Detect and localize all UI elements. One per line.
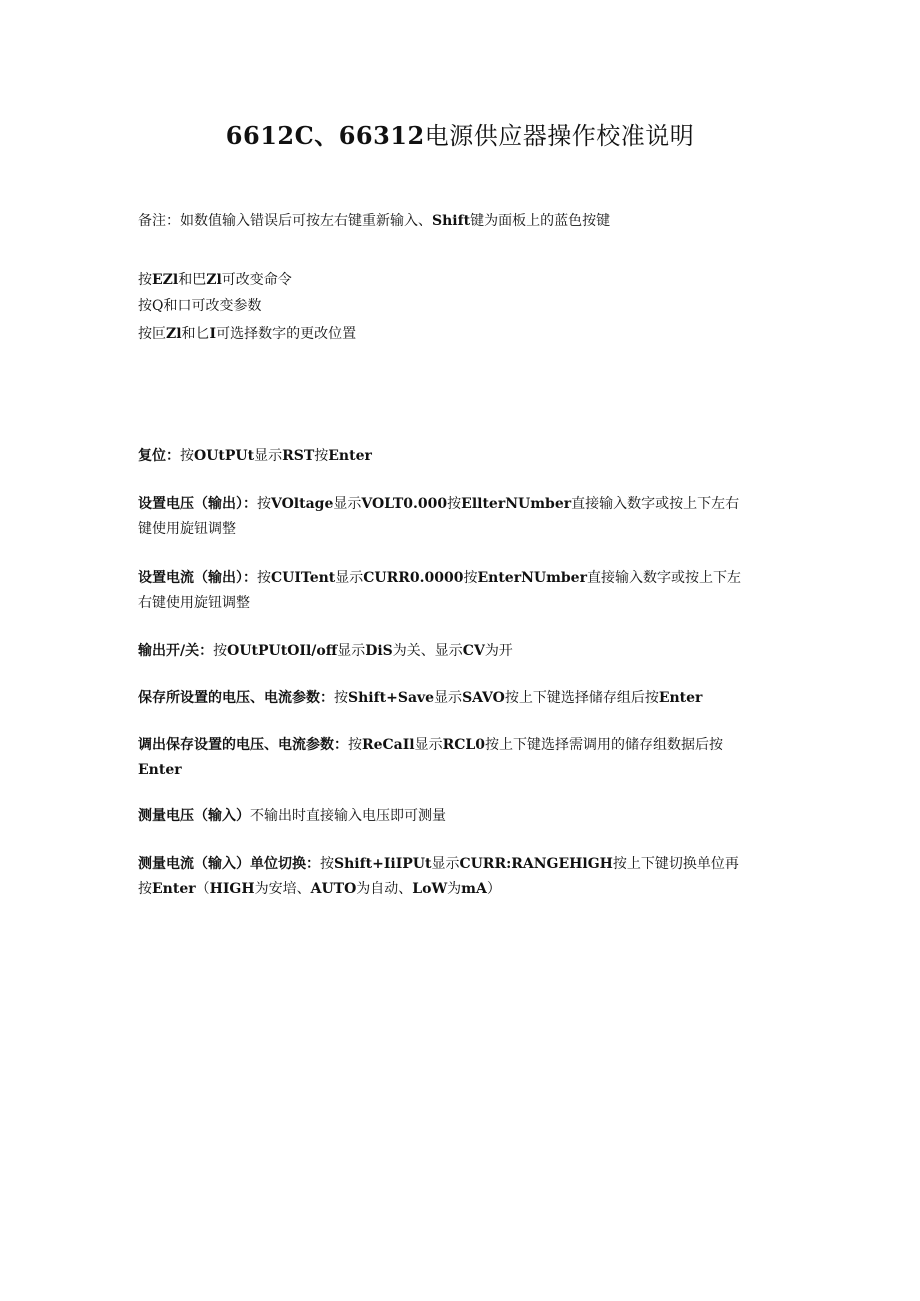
nav-key: I <box>209 326 217 342</box>
note-text: 备注：如数值输入错误后可按左右键重新输入、 <box>138 213 432 229</box>
step-key: VOLT0.000 <box>361 496 448 512</box>
step-text: 按 <box>257 496 271 512</box>
step-text: 显示 <box>335 570 364 586</box>
step-text: ） <box>486 881 501 897</box>
step-label: 测量电流（输入）单位切换： <box>138 856 320 872</box>
step-key: Shift+Save <box>348 690 435 706</box>
step-text: 按 <box>257 570 271 586</box>
step-text: 按 <box>447 496 462 512</box>
step-text: 为 <box>447 881 462 897</box>
step-text: 按 <box>334 690 348 706</box>
nav-line-parameter <box>138 293 780 319</box>
step-text: 按 <box>320 856 334 872</box>
step-label: 保存所设置的电压、电流参数： <box>138 690 334 706</box>
nav-text: 和匕 <box>181 326 210 342</box>
step-measure-voltage <box>138 804 780 829</box>
step-key: CV <box>462 643 485 659</box>
step-key: Enter <box>152 881 196 897</box>
step-key: LoW <box>412 881 448 897</box>
step-key: RST <box>282 448 315 464</box>
step-text: 按 <box>463 570 478 586</box>
note-text-end: 键为面板上的蓝色按键 <box>470 213 611 229</box>
step-key: CURR0.0000 <box>363 570 464 586</box>
step-key: Enter <box>328 448 372 464</box>
step-set-current <box>138 566 780 616</box>
step-measure-current <box>138 852 780 902</box>
step-key: Enter <box>658 690 703 706</box>
step-label: 测量电压（输入） <box>138 808 250 824</box>
step-text: 按 <box>314 448 329 464</box>
navigation-instructions <box>138 267 780 347</box>
nav-line-command <box>138 267 780 293</box>
title-text: 电源供应器操作校准说明 <box>424 122 695 150</box>
step-key: AUTO <box>310 881 357 897</box>
step-key: CUITent <box>271 570 336 586</box>
step-text: 不输出时直接输入电压即可测量 <box>250 808 446 824</box>
nav-key: EZl <box>152 272 179 288</box>
step-text: 按 <box>138 881 152 897</box>
step-set-voltage <box>138 492 780 542</box>
page-title <box>0 120 920 152</box>
step-key: OUtPUt <box>194 448 255 464</box>
step-key: VOltage <box>271 496 334 512</box>
step-key: mA <box>461 881 487 897</box>
nav-text: 可选择数字的更改位置 <box>216 326 357 342</box>
step-text: 直接输入数字或按上下左右 <box>571 496 740 512</box>
step-key: Enter <box>138 762 182 778</box>
step-label: 设置电流（输出）： <box>138 570 257 586</box>
title-model: 6612C、66312 <box>225 121 425 150</box>
step-text: 显示 <box>333 496 362 512</box>
step-text: 为开 <box>484 643 513 659</box>
step-text: 显示 <box>414 737 443 753</box>
step-text: 按上下键选择储存组后按 <box>504 690 659 706</box>
step-text: 为安培、 <box>254 881 311 897</box>
step-text: 按 <box>348 737 362 753</box>
step-key: Shift+IiIPUt <box>334 856 432 872</box>
step-text: 键使用旋钮调整 <box>138 521 236 537</box>
step-key: ReCaIl <box>362 737 415 753</box>
step-label: 调出保存设置的电压、电流参数： <box>138 737 348 753</box>
step-label: 输出开/关： <box>138 643 214 659</box>
step-text: 显示 <box>431 856 460 872</box>
step-key: EnterNUmber <box>477 570 587 586</box>
step-text: 按上下键选择需调用的储存组数据后按 <box>485 737 723 753</box>
step-key: HIGH <box>209 881 255 897</box>
step-text: 显示 <box>254 448 283 464</box>
nav-text: 按 <box>138 272 152 288</box>
step-label: 设置电压（输出）： <box>138 496 257 512</box>
nav-text: 和巴 <box>178 272 207 288</box>
step-output-toggle <box>138 639 780 664</box>
step-text: 直接输入数字或按上下左 <box>586 570 741 586</box>
step-key: EllterNUmber <box>461 496 572 512</box>
nav-key: Zl <box>206 272 222 288</box>
step-text: 按 <box>180 448 194 464</box>
step-text: 按上下键切换单位再 <box>612 856 739 872</box>
step-recall <box>138 733 780 783</box>
step-reset <box>138 444 780 469</box>
step-text: 右键使用旋钮调整 <box>138 595 250 611</box>
note-key: Shift <box>432 213 471 229</box>
step-text: 为自动、 <box>356 881 413 897</box>
step-label: 复位： <box>138 448 180 464</box>
step-key: SAVO <box>462 690 505 706</box>
step-key: CURR:RANGEHlGH <box>459 856 613 872</box>
step-text: 显示 <box>337 643 366 659</box>
step-key: OUtPUtOIl/off <box>227 643 338 659</box>
step-key: DiS <box>365 643 393 659</box>
step-text: 显示 <box>434 690 463 706</box>
step-key: RCL0 <box>442 737 485 753</box>
nav-line-digit <box>138 321 780 347</box>
nav-text: 按叵 <box>138 326 166 342</box>
nav-text: 按Q和口可改变参数 <box>138 298 262 314</box>
step-text: （ <box>195 881 210 897</box>
step-text: 按 <box>213 643 228 659</box>
step-save <box>138 686 780 711</box>
nav-key: Zl <box>166 326 182 342</box>
step-text: 为关、显示 <box>392 643 463 659</box>
note-paragraph <box>138 209 780 234</box>
nav-text: 可改变命令 <box>221 272 292 288</box>
